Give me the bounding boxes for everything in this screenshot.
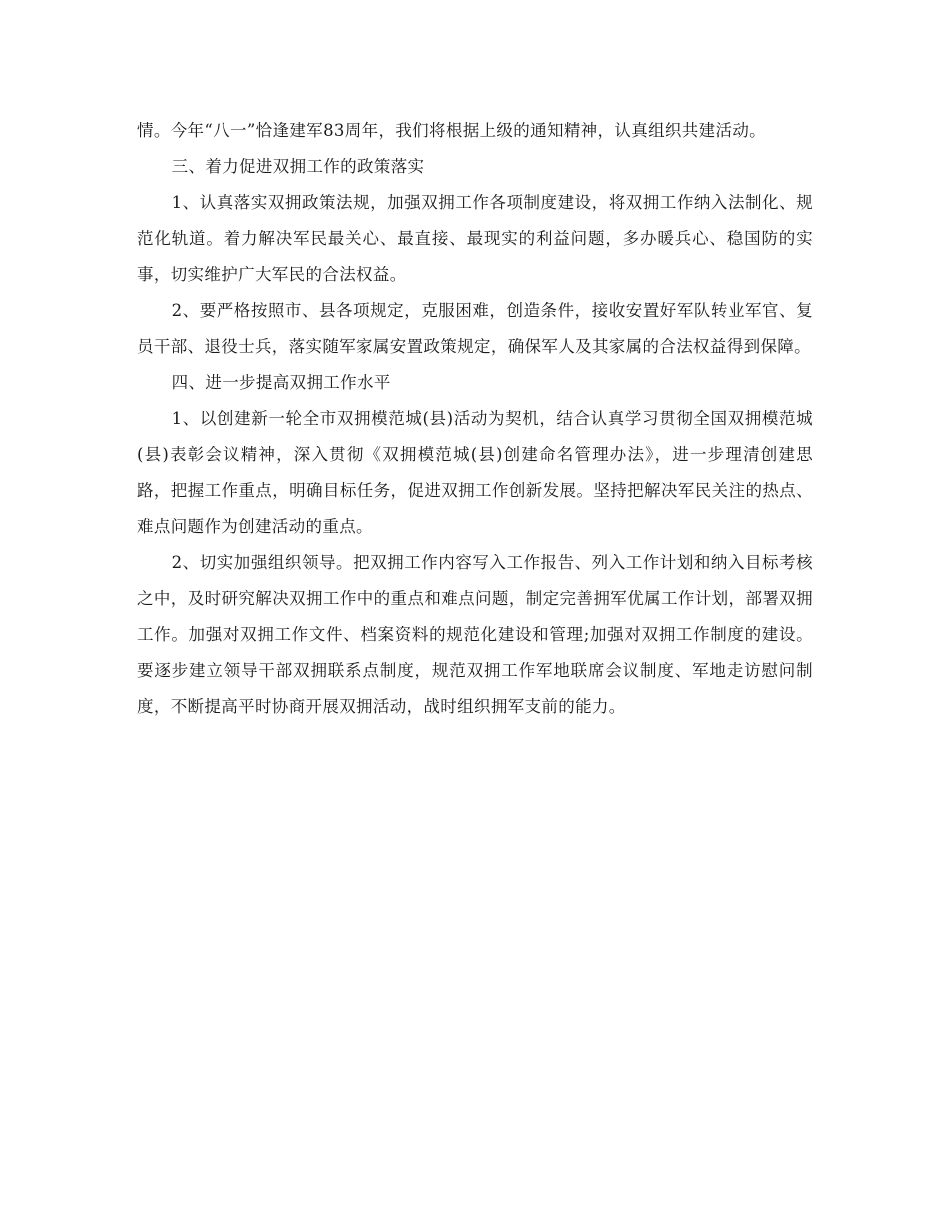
paragraph-3-1: 1、认真落实双拥政策法规，加强双拥工作各项制度建设，将双拥工作纳入法制化、规范化轨道。着力解决军民最关心、最直接、最现实的利益问题，多办暖兵心、稳国防的实事，切实维护广大军民的合法权益。 xyxy=(137,193,813,284)
section-heading-4: 四、进一步提高双拥工作水平 xyxy=(171,373,391,392)
section-heading-3: 三、着力促进双拥工作的政策落实 xyxy=(171,157,425,176)
paragraph-3-2: 2、要严格按照市、县各项规定，克服困难，创造条件，接收安置好军队转业军官、复员干部、退役士兵，落实随军家属安置政策规定，确保军人及其家属的合法权益得到保障。 xyxy=(137,301,813,356)
paragraph-4-1: 1、以创建新一轮全市双拥模范城(县)活动为契机，结合认真学习贯彻全国双拥模范城(县)表彰会议精神，深入贯彻《双拥模范城(县)创建命名管理办法》，进一步理清创建思路，把握工作重点，明确目标任务，促进双拥工作创新发展。坚持把解决军民关注的热点、难点问题作为创建活动的重点。 xyxy=(137,409,813,536)
document-body xyxy=(137,113,813,725)
paragraph-continuation: 情。今年“八一”恰逢建军83周年，我们将根据上级的通知精神，认真组织共建活动。 xyxy=(137,121,767,140)
paragraph-4-2: 2、切实加强组织领导。把双拥工作内容写入工作报告、列入工作计划和纳入目标考核之中，及时研究解决双拥工作中的重点和难点问题，制定完善拥军优属工作计划，部署双拥工作。加强对双拥工作文件、档案资料的规范化建设和管理;加强对双拥工作制度的建设。要逐步建立领导干部双拥联系点制度，规范双拥工作军地联席会议制度、军地走访慰问制度，不断提高平时协商开展双拥活动，战时组织拥军支前的能力。 xyxy=(137,553,813,716)
